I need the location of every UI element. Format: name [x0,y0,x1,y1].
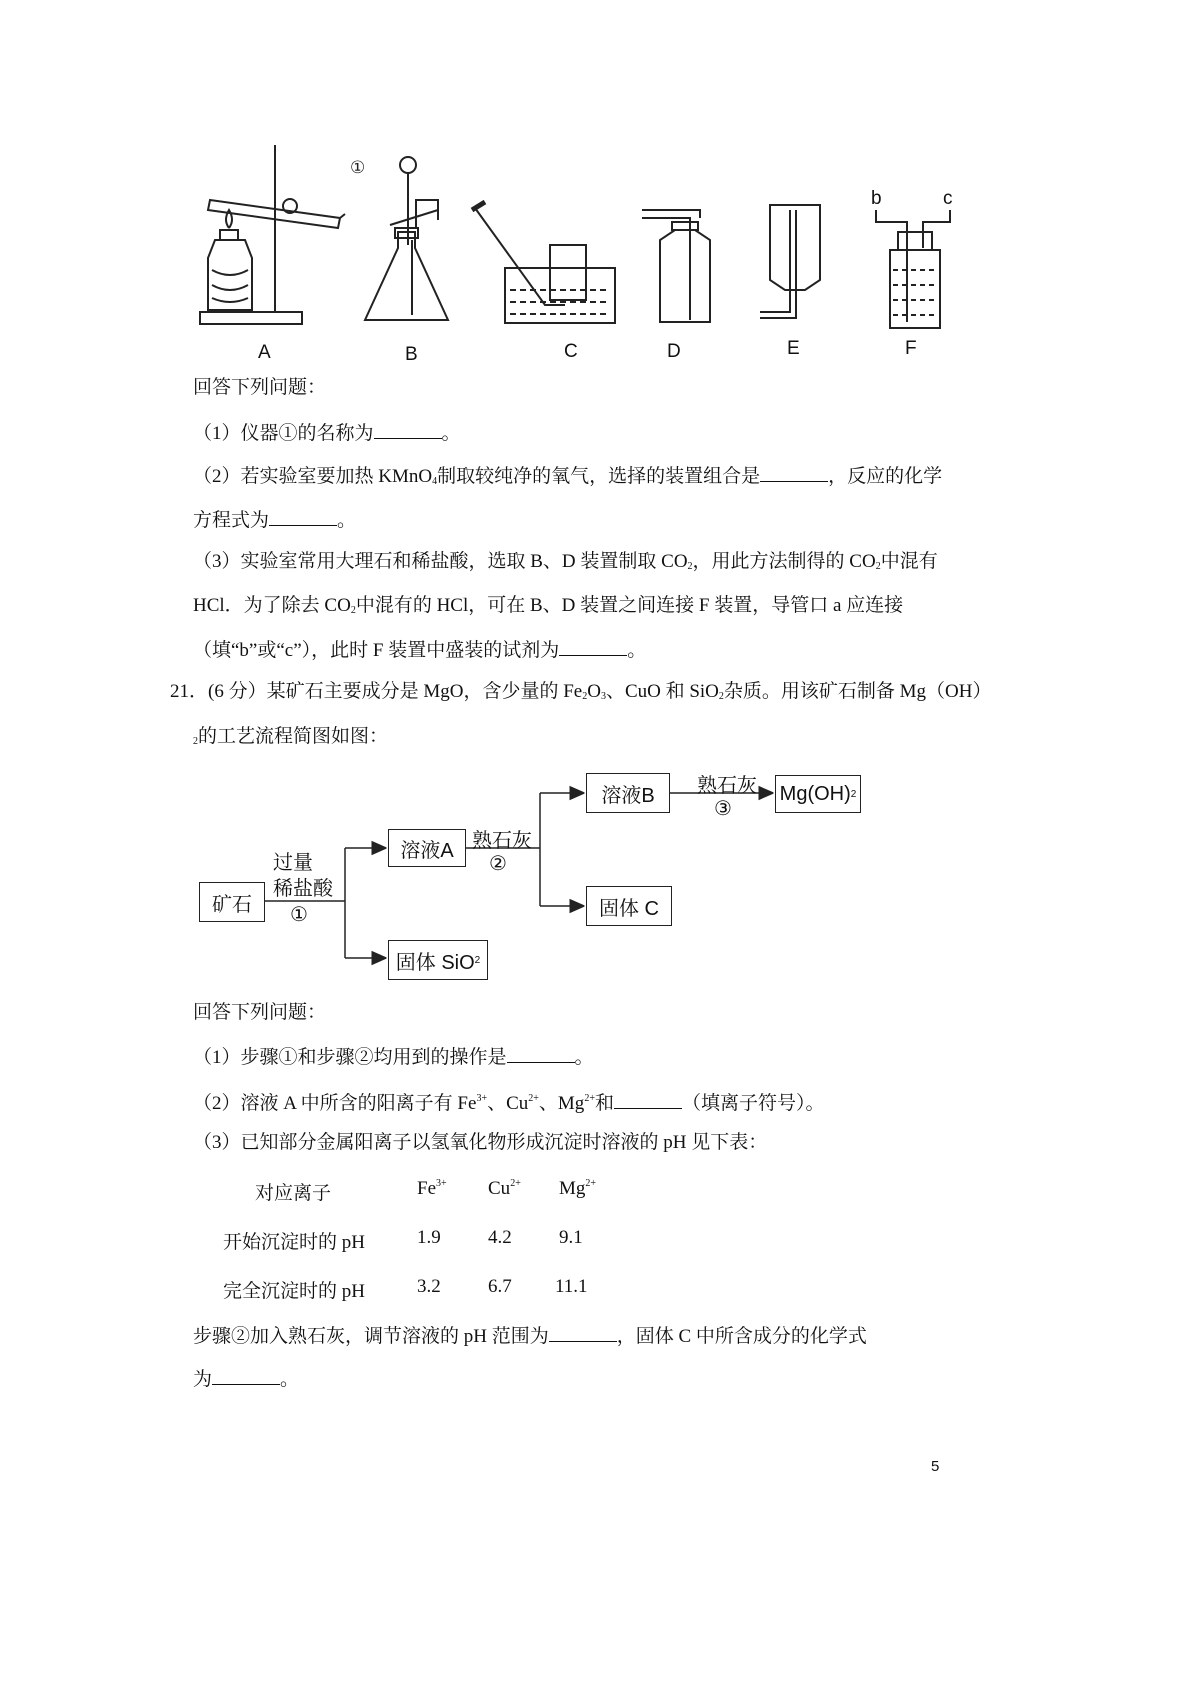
flow-solid-c: 固体 C [586,886,672,926]
flow-solution-b: 溶液B [586,773,670,813]
label-c: C [564,341,578,362]
table-cell: 11.1 [555,1276,588,1297]
table-row-label: 完全沉淀时的 pH [223,1281,365,1302]
answer-blank[interactable] [614,1090,682,1109]
q20-part3-cont: HCl．为了除去 $CO_2$中混有的 HCl，可在 B、D 装置之间连接 F 装置，导管口 a 应连接 [193,595,904,616]
label-a: A [258,342,271,363]
q21-stem: 21．(6 分）某矿石主要成分是 MgO，含少量的 $Fe_2O_3$、CuO 和 SiO$_2$杂质。用该矿石制备 Mg（OH） [170,681,992,702]
q20-intro: 回答下列问题： [193,377,327,398]
q21-part2: （2）溶液 A 中所含的阳离子有 $Fe^{3+}$、$Cu^{2+}$、$Mg^{2+}$和 （填离子符号）。 [193,1087,824,1116]
q20-part3-cont2: （填“b”或“c”），此时 F 装置中盛装的试剂为 。 [193,637,646,663]
port-c: c [943,188,953,209]
label-f: F [905,338,917,359]
flow-step1: ① [290,904,308,926]
q20-part3: （3）实验室常用大理石和稀盐酸，选取 B、D 装置制取 $CO_2$，用此方法制得的 $CO_2$中混有 [193,551,938,572]
q21-stem-cont: $_2$的工艺流程简图如图： [193,726,389,747]
answer-blank[interactable] [549,1323,617,1342]
page-number: 5 [931,1458,940,1475]
table-cell: 3.2 [417,1276,441,1297]
table-cell: 9.1 [559,1227,583,1248]
q21-part4-cont: 为 。 [193,1366,299,1392]
q21-part4: 步骤②加入熟石灰，调节溶液的 pH 范围为 ，固体 C 中所含成分的化学式 [193,1323,867,1349]
table-cell: 1.9 [417,1227,441,1248]
flow-product: Mg(OH) 2 [775,775,861,813]
table-header-mg: $Mg^{2+}$ [559,1178,597,1199]
table-cell: 6.7 [488,1276,512,1297]
flow-reagent2: 熟石灰 [472,830,532,852]
table-cell: 4.2 [488,1227,512,1248]
flow-step3: ③ [714,798,732,820]
answer-blank[interactable] [507,1044,575,1063]
label-b: B [405,344,418,365]
table-header-fe: $Fe^{3+}$ [417,1178,447,1199]
table-row-label: 开始沉淀时的 pH [223,1232,365,1253]
table-header-label: 对应离子 [255,1183,332,1204]
q20-part2: （2）若实验室要加热 KMnO$_4$制取较纯净的氧气，选择的装置组合是 ，反应的化学 [193,463,942,494]
label-e: E [787,338,800,359]
port-b: b [871,188,882,209]
flow-reagent1a: 过量 [273,852,313,874]
q21-intro: 回答下列问题： [193,1002,327,1023]
label-d: D [667,341,681,362]
q20-part1: （1）仪器①的名称为 。 [193,420,461,446]
flow-solution-a: 溶液A [388,829,466,867]
flow-ore: 矿石 [199,882,265,922]
marker-1: ① [350,158,366,177]
flow-reagent1b: 稀盐酸 [273,878,333,900]
q21-part3: （3）已知部分金属阳离子以氢氧化物形成沉淀时溶液的 pH 见下表： [193,1132,768,1153]
flow-solid-sio2: 固体 SiO 2 [388,940,488,980]
flow-reagent3: 熟石灰 [697,775,757,797]
q21-part1: （1）步骤①和步骤②均用到的操作是 。 [193,1044,594,1070]
flow-step2: ② [489,853,507,875]
answer-blank[interactable] [212,1366,280,1385]
table-header-cu: $Cu^{2+}$ [488,1178,521,1199]
q20-part2-cont: 方程式为 。 [193,507,356,533]
